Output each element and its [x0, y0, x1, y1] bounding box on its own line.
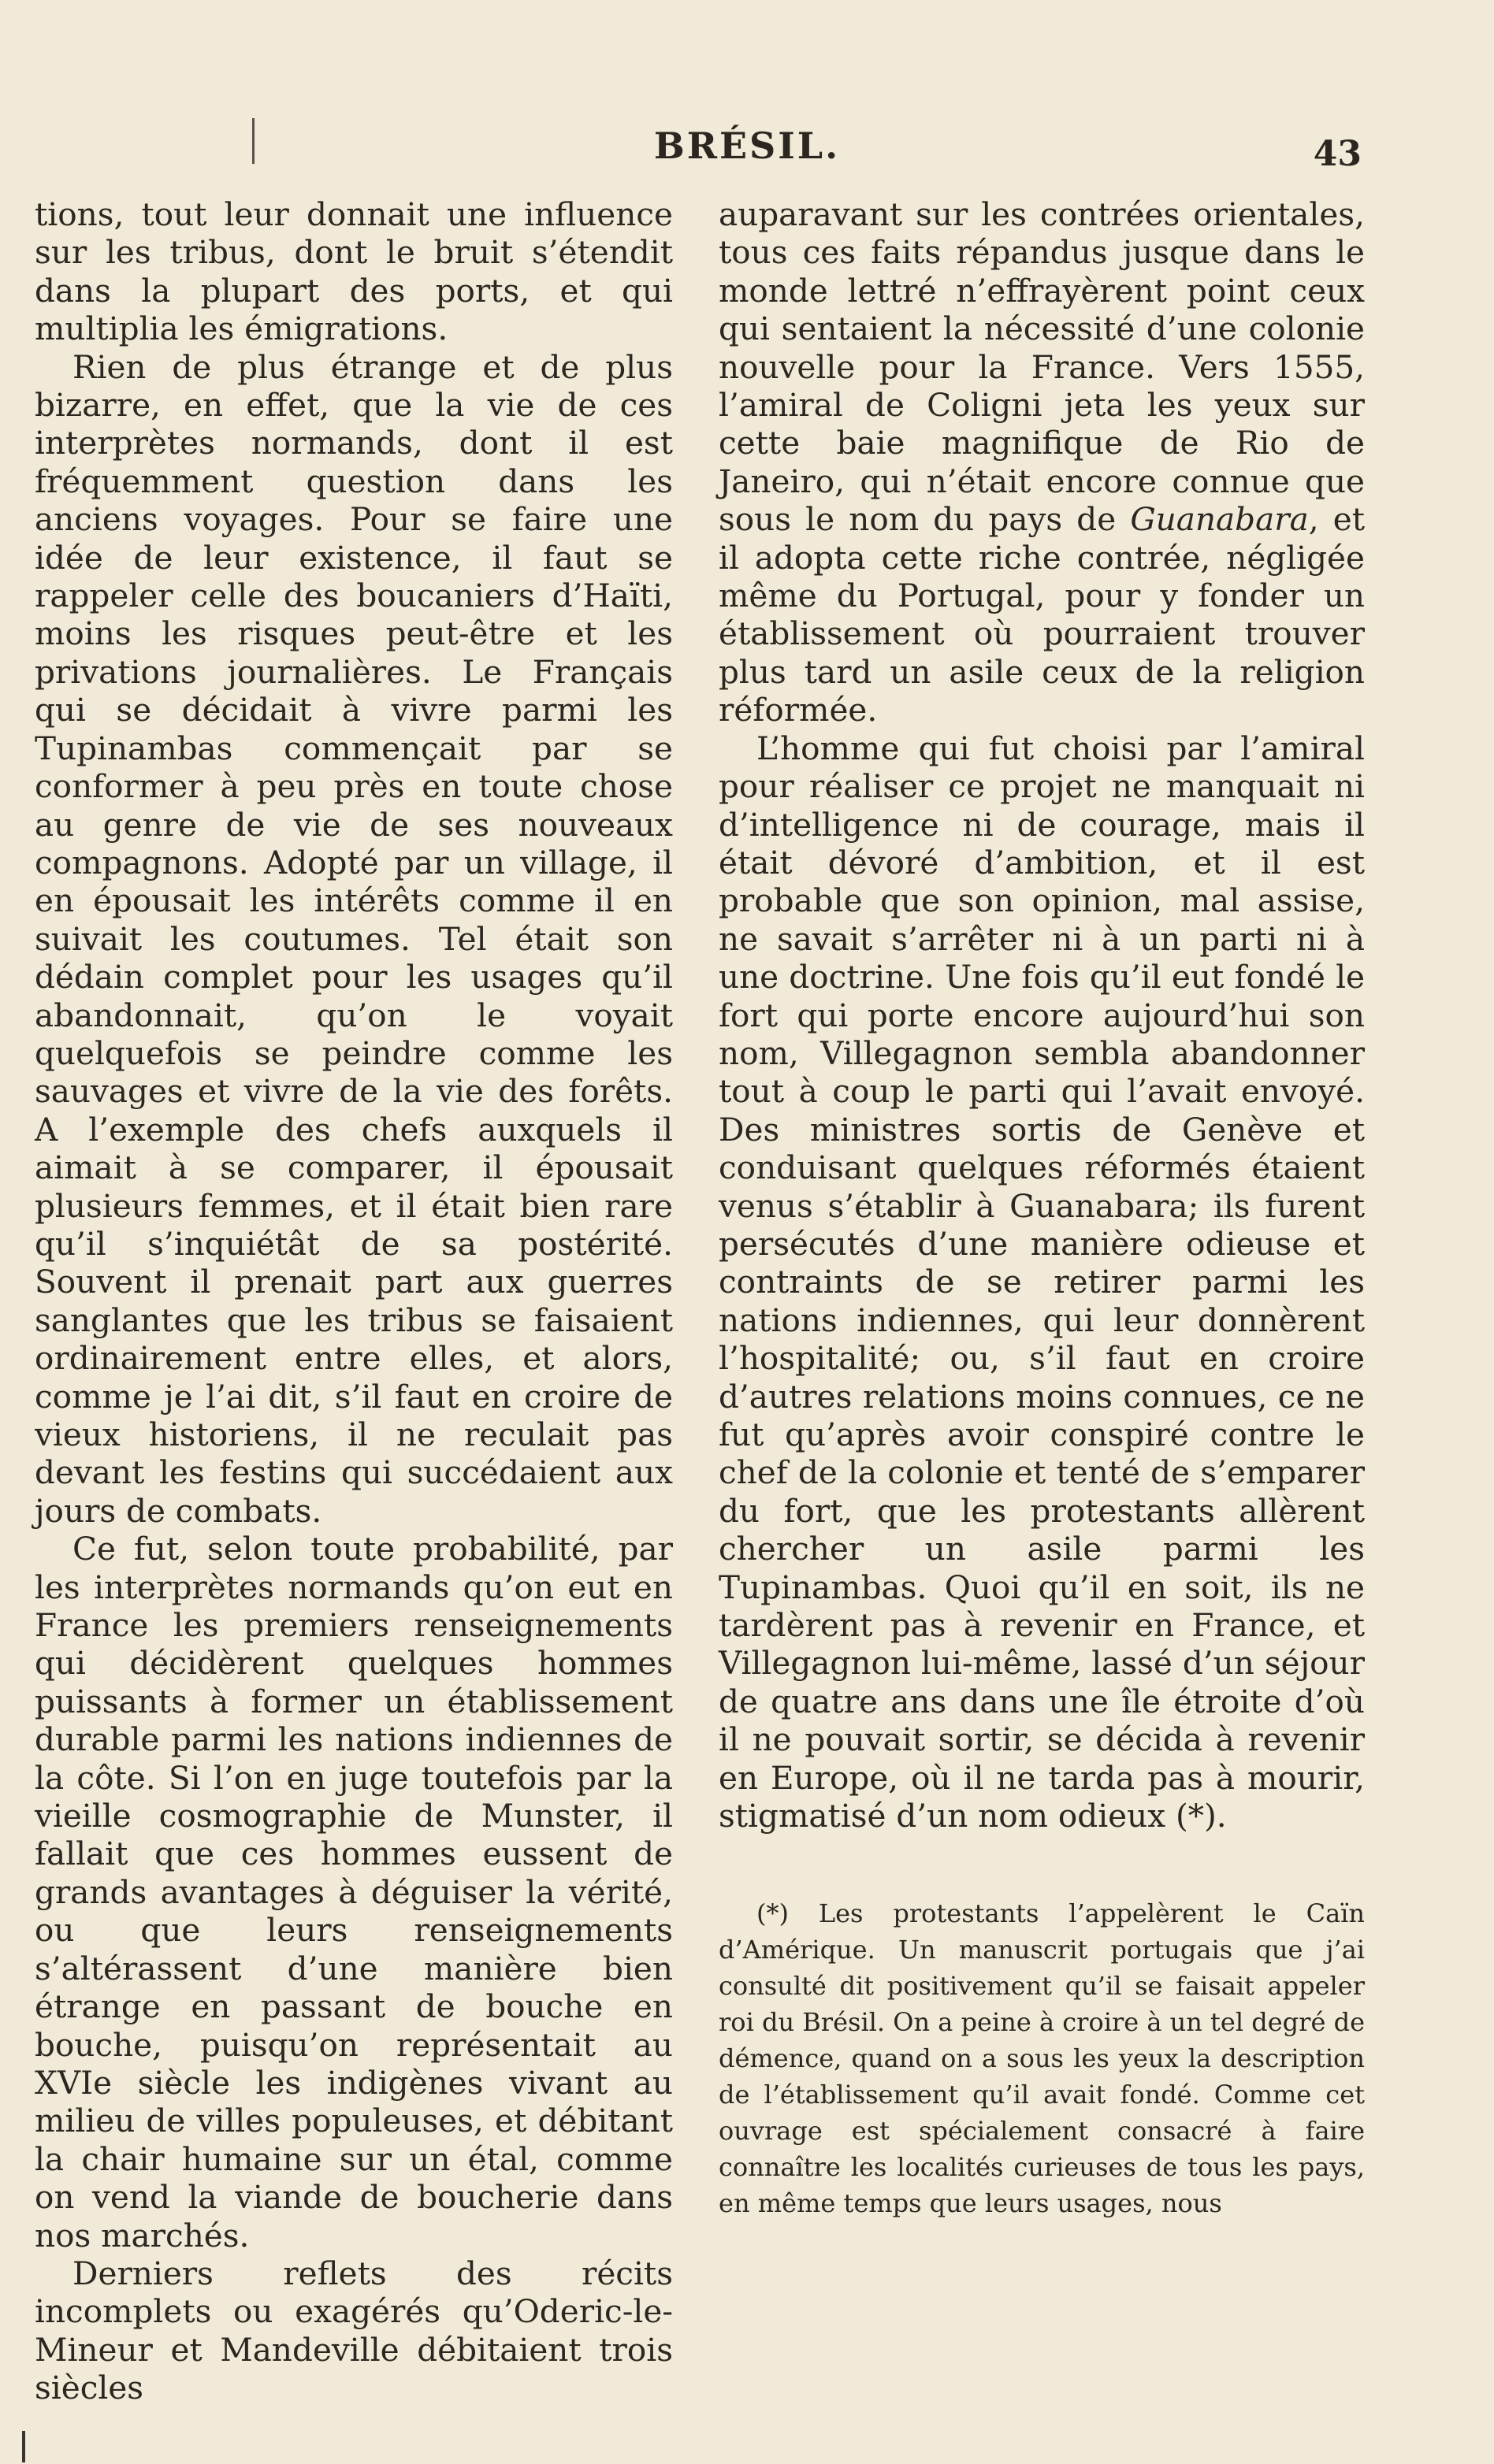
- paragraph: L’homme qui fut choisi par l’amiral pour réaliser ce projet ne manquait ni d’intelligence ni de courage, mais il était dévoré d’ambition, et il est probable que son opinion, mal assise, ne savait s’arrêter ni à un parti ni à une doctrine. Une fois qu’il eut fondé le fort qui porte encore aujourd’hui son nom, Villegagnon sembla abandonner tout à coup le parti qui l’avait envoyé. Des ministres sortis de Genève et conduisant quelques réformés étaient venus s’établir à Guanabara; ils furent persécutés d’une manière odieuse et contraints de se retirer parmi les nations indiennes, qui leur donnèrent l’hospitalité; ou, s’il faut en croire d’autres relations moins connues, ce ne fut qu’après avoir conspiré contre le chef de la colonie et tenté de s’emparer du fort, que les protestants allèrent chercher un asile parmi les Tupinambas. Quoi qu’il en soit, ils ne tardèrent pas à revenir en France, et Villegagnon lui-même, lassé d’un séjour de quatre ans dans une île étroite d’où il ne pouvait sortir, se décida à revenir en Europe, où il ne tarda pas à mourir, stigmatisé d’un nom odieux (*).: [719, 729, 1365, 1835]
- paragraph: Rien de plus étrange et de plus bizarre, en effet, que la vie de ces interprètes normands, dont il est fréquemment question dans les anciens voyages. Pour se faire une idée de leur existence, il faut se rappeler celle des boucaniers d’Haïti, moins les risques peut-être et les privations journalières. Le Français qui se décidait à vivre parmi les Tupinambas commençait par se conformer à peu près en toute chose au genre de vie de ses nouveaux compagnons. Adopté par un village, il en épousait les intérêts comme il en suivait les coutumes. Tel était son dédain complet pour les usages qu’il abandonnait, qu’on le voyait quelquefois se peindre comme les sauvages et vivre de la vie des forêts. A l’exemple des chefs auxquels il aimait à se comparer, il épousait plusieurs femmes, et il était bien rare qu’il s’inquiétât de sa postérité. Souvent il prenait part aux guerres sanglantes que les tribus se faisaient ordinairement entre elles, et alors, comme je l’ai dit, s’il faut en croire de vieux historiens, il ne reculait pas devant les festins qui succédaient aux jours de combats.: [35, 347, 673, 1530]
- left-column: [35, 195, 673, 2407]
- paragraph: Ce fut, selon toute probabilité, par les interprètes normands qu’on eut en France les premiers renseignements qui décidèrent quelques hommes puissants à former un établissement durable parmi les nations indiennes de la côte. Si l’on en juge toutefois par la vieille cosmographie de Munster, il fallait que ces hommes eussent de grands avantages à déguiser la vérité, ou que leurs renseignements s’altérassent d’une manière bien étrange en passant de bouche en bouche, puisqu’on représentait au XVIe siècle les indigènes vivant au milieu de villes populeuses, et débitant la chair humaine sur un étal, comme on vend la viande de boucherie dans nos marchés.: [35, 1530, 673, 2254]
- footnote: (*) Les protestants l’appelèrent le Caïn d’Amérique. Un manuscrit portugais que j’ai consulté dit positivement qu’il se faisait appeler roi du Brésil. On a peine à croire à un tel degré de démence, quand on a sous les yeux la description de l’établissement qu’il avait fondé. Comme cet ouvrage est spécialement consacré à faire connaître les localités curieuses de tous les pays, en même temps que leurs usages, nous: [719, 1898, 1365, 2218]
- page-edge-mark: [22, 2431, 25, 2462]
- paragraph-text: , et il adopta cette riche contrée, négligée même du Portugal, pour y fonder un établissement où pourraient trouver plus tard un asile ceux de la religion réformée.: [719, 500, 1365, 729]
- page-number: 43: [1313, 134, 1362, 174]
- paragraph: tions, tout leur donnait une influence sur les tribus, dont le bruit s’étendit dans la plupart des ports, et qui multiplia les émigrations.: [35, 195, 673, 348]
- paragraph: Derniers reflets des récits incomplets ou exagérés qu’Oderic-le-Mineur et Mandeville débitaient trois siècles: [35, 2254, 673, 2407]
- italic-place-name: Guanabara: [1130, 500, 1309, 539]
- right-column: [719, 195, 1365, 1835]
- running-head-title: BRÉSIL.: [653, 124, 841, 167]
- paragraph-text: auparavant sur les contrées orientales, tous ces faits répandus jusque dans le monde lettré n’effrayèrent point ceux qui sentaient la nécessité d’une colonie nouvelle pour la France. Vers 1555, l’amiral de Coligni jeta les yeux sur cette baie magnifique de Rio de Janeiro, qui n’était encore connue que sous le nom du pays de: [719, 195, 1365, 539]
- paragraph: [719, 195, 1365, 729]
